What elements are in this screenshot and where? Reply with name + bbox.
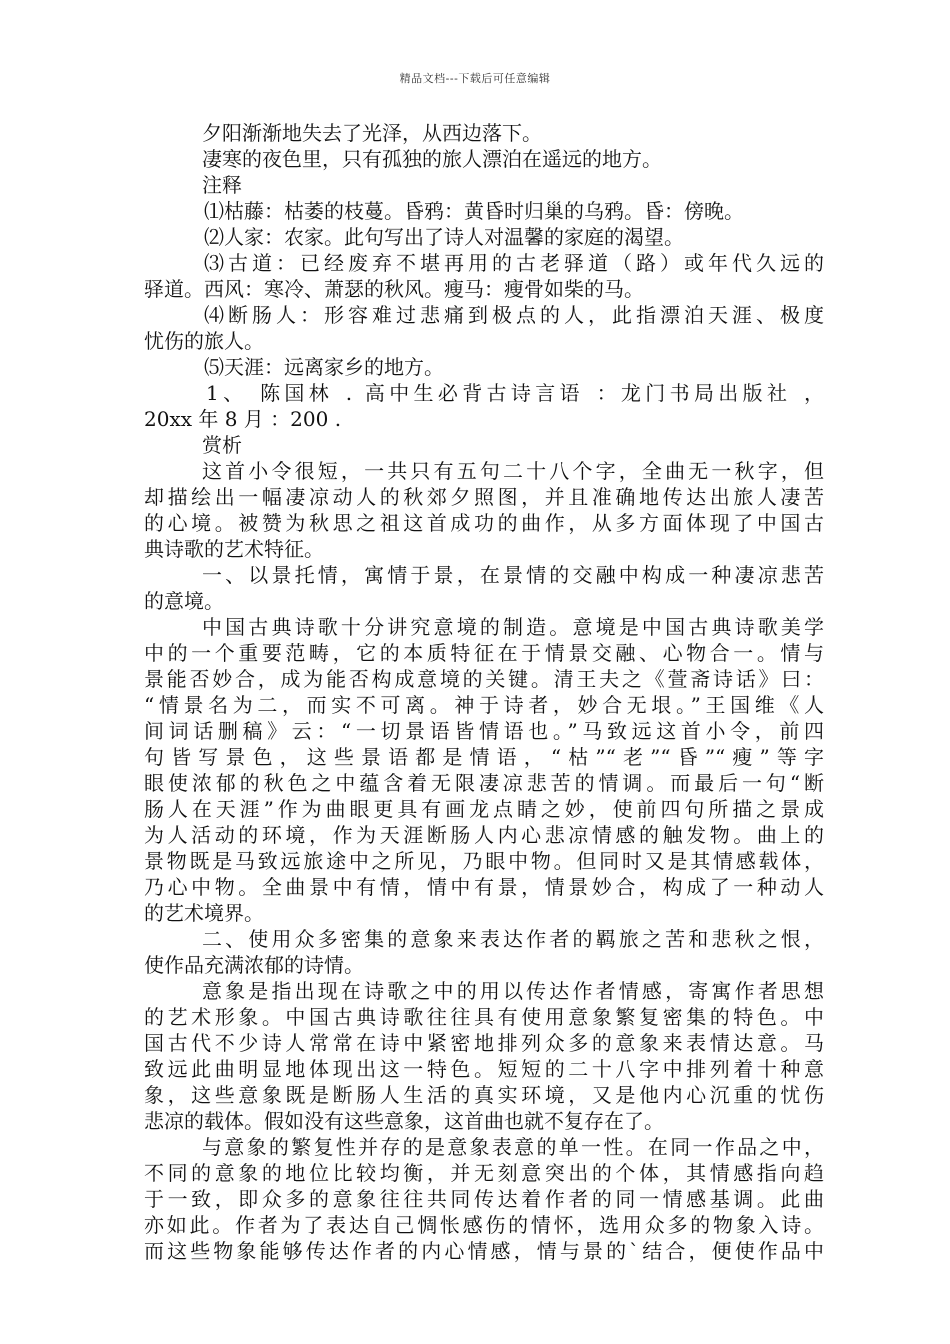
- text-line: 不同的意象的地位比较均衡，并无刻意突出的个体，其情感指向趋: [144, 1161, 824, 1185]
- text-line: “情景名为二，而实不可离。神于诗者，妙合无垠。”王国维《人: [144, 693, 824, 717]
- text-line: 却描绘出一幅凄凉动人的秋郊夕照图，并且准确地传达出旅人凄苦: [144, 485, 824, 509]
- text-line: 1、 陈国林 . 高中生必背古诗言语 ：龙门书局出版社 ，: [206, 381, 824, 405]
- text-line: 一、以景托情，寓情于景，在景情的交融中构成一种凄凉悲苦: [202, 563, 824, 587]
- text-line: 夕阳渐渐地失去了光泽，从西边落下。: [202, 121, 542, 145]
- text-line: 国古代不少诗人常常在诗中紧密地排列众多的意象来表情达意。马: [144, 1031, 824, 1055]
- text-line: 为人活动的环境，作为天涯断肠人内心悲凉情感的触发物。曲上的: [144, 823, 824, 847]
- text-line: 而这些物象能够传达作者的内心情感，情与景的`结合，便使作品中: [144, 1239, 824, 1263]
- text-line: 间词话删稿》云：“一切景语皆情语也。”马致远这首小令，前四: [144, 719, 824, 743]
- text-line: 景能否妙合，成为能否构成意境的关键。清王夫之《萱斋诗话》曰：: [144, 667, 824, 691]
- text-line: ⑵人家：农家。此句写出了诗人对温馨的家庭的渴望。: [204, 225, 684, 249]
- text-line: 眼使浓郁的秋色之中蕴含着无限凄凉悲苦的情调。而最后一句“断: [144, 771, 824, 795]
- text-line: 使作品充满浓郁的诗情。: [144, 953, 364, 977]
- body-text: [144, 120, 824, 1264]
- text-line: 赏析: [202, 433, 242, 457]
- text-line: 句皆写景色，这些景语都是情语，“枯”“老”“昏”“瘦”等字: [144, 745, 824, 769]
- text-line: 凄寒的夜色里，只有孤独的旅人漂泊在遥远的地方。: [202, 147, 662, 171]
- text-line: 典诗歌的艺术特征。: [144, 537, 324, 561]
- text-line: 中国古典诗歌十分讲究意境的制造。意境是中国古典诗歌美学: [202, 615, 824, 639]
- text-line: 中的一个重要范畴，它的本质特征在于情景交融、心物合一。情与: [144, 641, 824, 665]
- text-line: 悲凉的载体。假如没有这些意象，这首曲也就不复存在了。: [144, 1109, 664, 1133]
- text-line: ⑶古道：已经废弃不堪再用的古老驿道（路）或年代久远的: [204, 251, 824, 275]
- text-line: 驿道。西风：寒冷、萧瑟的秋风。瘦马：瘦骨如柴的马。: [144, 277, 644, 301]
- text-line: 的心境。被赞为秋思之祖这首成功的曲作，从多方面体现了中国古: [144, 511, 824, 535]
- text-line: ⑷断肠人：形容难过悲痛到极点的人，此指漂泊天涯、极度: [204, 303, 824, 327]
- header-note: 精品文档---下载后可任意编辑: [399, 72, 551, 85]
- text-line: 忧伤的旅人。: [144, 329, 264, 353]
- text-line: 致远此曲明显地体现出这一特色。短短的二十八字中排列着十种意: [144, 1057, 824, 1081]
- text-line: 的艺术形象。中国古典诗歌往往具有使用意象繁复密集的特色。中: [144, 1005, 824, 1029]
- text-line: 的艺术境界。: [144, 901, 264, 925]
- text-line: 这首小令很短，一共只有五句二十八个字，全曲无一秋字，但: [202, 459, 824, 483]
- text-line: 景物既是马致远旅途中之所见，乃眼中物。但同时又是其情感载体，: [144, 849, 824, 873]
- text-line: 意象是指出现在诗歌之中的用以传达作者情感，寄寓作者思想: [202, 979, 824, 1003]
- text-line: 于一致，即众多的意象往往共同传达着作者的同一情感基调。此曲: [144, 1187, 824, 1211]
- text-line: 的意境。: [144, 589, 224, 613]
- text-line: 乃心中物。全曲景中有情，情中有景，情景妙合，构成了一种动人: [144, 875, 824, 899]
- text-line: 肠人在天涯”作为曲眼更具有画龙点睛之妙，使前四句所描之景成: [144, 797, 824, 821]
- text-line: 与意象的繁复性并存的是意象表意的单一性。在同一作品之中，: [202, 1135, 824, 1159]
- text-line: 亦如此。作者为了表达自己惆怅感伤的情怀，选用众多的物象入诗。: [144, 1213, 824, 1237]
- text-line: 20xx 年 8 月 ：200 .: [144, 407, 342, 431]
- text-line: ⑸天涯：远离家乡的地方。: [204, 355, 444, 379]
- text-line: ⑴枯藤：枯萎的枝蔓。昏鸦：黄昏时归巢的乌鸦。昏：傍晚。: [204, 199, 744, 223]
- text-line: 象，这些意象既是断肠人生活的真实环境，又是他内心沉重的忧伤: [144, 1083, 824, 1107]
- text-line: 注释: [202, 173, 242, 197]
- text-line: 二、使用众多密集的意象来表达作者的羁旅之苦和悲秋之恨，: [202, 927, 824, 951]
